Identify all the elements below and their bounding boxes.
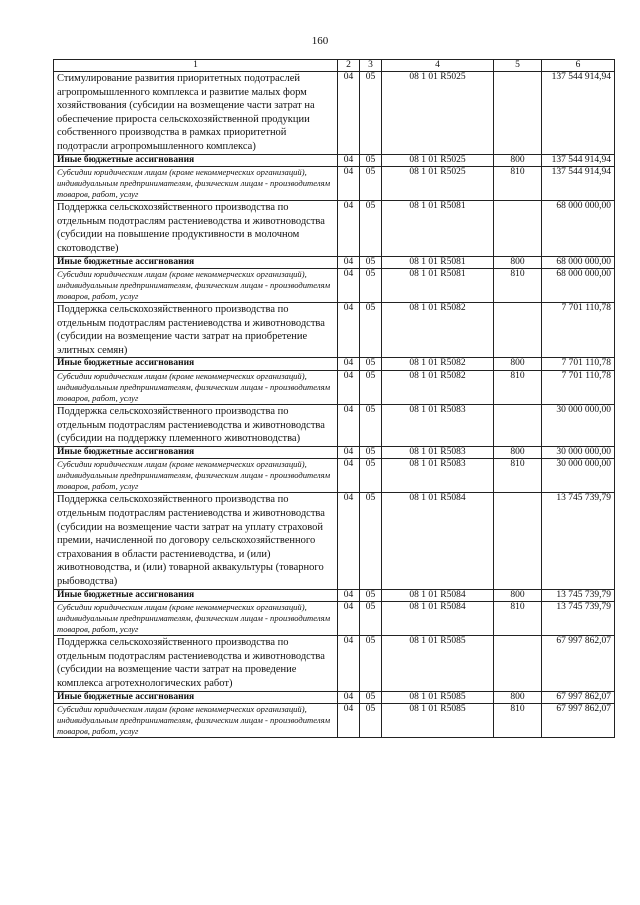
expense-type-code xyxy=(494,493,542,589)
table-row xyxy=(54,268,615,302)
amount: 68 000 000,00 xyxy=(542,256,615,268)
target-article-code: 08 1 01 R5084 xyxy=(382,493,494,589)
amount: 68 000 000,00 xyxy=(542,201,615,256)
subsection-code: 05 xyxy=(360,493,382,589)
section-code: 04 xyxy=(338,256,360,268)
subsection-code: 05 xyxy=(360,358,382,370)
amount: 7 701 110,78 xyxy=(542,358,615,370)
expense-type-code: 800 xyxy=(494,358,542,370)
amount: 30 000 000,00 xyxy=(542,446,615,458)
subsection-code: 05 xyxy=(360,303,382,358)
section-code: 04 xyxy=(338,601,360,635)
table-row xyxy=(54,154,615,166)
amount: 137 544 914,94 xyxy=(542,166,615,200)
table-row xyxy=(54,256,615,268)
target-article-code: 08 1 01 R5083 xyxy=(382,459,494,493)
table-row xyxy=(54,166,615,200)
row-name: Поддержка сельскохозяйственного производства по отдельным подотраслям растениеводства и животноводства (субсидии на возмещение части затрат на уплату страховой премии, начисленной по договору сельскохозяйственного страхования в области растениеводства, и (или) животноводства, и (или) товарной аквакультуры (товарного рыбоводства) xyxy=(54,493,338,589)
row-name: Иные бюджетные ассигнования xyxy=(54,691,338,703)
subsection-code: 05 xyxy=(360,256,382,268)
table-row xyxy=(54,459,615,493)
subsection-code: 05 xyxy=(360,601,382,635)
subsection-code: 05 xyxy=(360,703,382,737)
expense-type-code: 800 xyxy=(494,154,542,166)
table-row xyxy=(54,601,615,635)
row-name: Поддержка сельскохозяйственного производства по отдельным подотраслям растениеводства и животноводства (субсидии на возмещение части затрат на проведение комплекса агротехнологических работ) xyxy=(54,636,338,691)
amount: 13 745 739,79 xyxy=(542,601,615,635)
expense-type-code: 810 xyxy=(494,703,542,737)
section-code: 04 xyxy=(338,201,360,256)
table-row xyxy=(54,446,615,458)
expense-type-code: 810 xyxy=(494,370,542,404)
section-code: 04 xyxy=(338,446,360,458)
section-code: 04 xyxy=(338,370,360,404)
amount: 7 701 110,78 xyxy=(542,370,615,404)
row-name: Субсидии юридическим лицам (кроме некоммерческих организаций), индивидуальным предпринимателям, физическим лицам - производителям товаров, работ, услуг xyxy=(54,601,338,635)
table-row xyxy=(54,636,615,691)
subsection-code: 05 xyxy=(360,691,382,703)
column-header: 6 xyxy=(542,60,615,72)
subsection-code: 05 xyxy=(360,154,382,166)
subsection-code: 05 xyxy=(360,370,382,404)
target-article-code: 08 1 01 R5025 xyxy=(382,166,494,200)
amount: 67 997 862,07 xyxy=(542,636,615,691)
column-header: 4 xyxy=(382,60,494,72)
table-row xyxy=(54,493,615,589)
expense-type-code xyxy=(494,636,542,691)
section-code: 04 xyxy=(338,358,360,370)
table-row xyxy=(54,303,615,358)
expense-type-code xyxy=(494,303,542,358)
section-code: 04 xyxy=(338,166,360,200)
row-name: Субсидии юридическим лицам (кроме некоммерческих организаций), индивидуальным предпринимателям, физическим лицам - производителям товаров, работ, услуг xyxy=(54,703,338,737)
target-article-code: 08 1 01 R5082 xyxy=(382,303,494,358)
subsection-code: 05 xyxy=(360,72,382,155)
section-code: 04 xyxy=(338,691,360,703)
subsection-code: 05 xyxy=(360,636,382,691)
header-row xyxy=(54,60,615,72)
section-code: 04 xyxy=(338,268,360,302)
amount: 68 000 000,00 xyxy=(542,268,615,302)
expense-type-code: 810 xyxy=(494,268,542,302)
target-article-code: 08 1 01 R5085 xyxy=(382,703,494,737)
expense-type-code: 810 xyxy=(494,166,542,200)
budget-table xyxy=(53,59,615,738)
section-code: 04 xyxy=(338,72,360,155)
amount: 67 997 862,07 xyxy=(542,703,615,737)
target-article-code: 08 1 01 R5025 xyxy=(382,72,494,155)
amount: 7 701 110,78 xyxy=(542,303,615,358)
section-code: 04 xyxy=(338,459,360,493)
column-header: 5 xyxy=(494,60,542,72)
row-name: Иные бюджетные ассигнования xyxy=(54,446,338,458)
section-code: 04 xyxy=(338,405,360,447)
section-code: 04 xyxy=(338,154,360,166)
row-name: Субсидии юридическим лицам (кроме некоммерческих организаций), индивидуальным предпринимателям, физическим лицам - производителям товаров, работ, услуг xyxy=(54,370,338,404)
amount: 67 997 862,07 xyxy=(542,691,615,703)
target-article-code: 08 1 01 R5084 xyxy=(382,589,494,601)
expense-type-code: 810 xyxy=(494,459,542,493)
row-name: Иные бюджетные ассигнования xyxy=(54,154,338,166)
table-row xyxy=(54,370,615,404)
amount: 13 745 739,79 xyxy=(542,589,615,601)
target-article-code: 08 1 01 R5025 xyxy=(382,154,494,166)
row-name: Поддержка сельскохозяйственного производства по отдельным подотраслям растениеводства и животноводства (субсидии на повышение продуктивности в молочном скотоводстве) xyxy=(54,201,338,256)
amount: 13 745 739,79 xyxy=(542,493,615,589)
target-article-code: 08 1 01 R5083 xyxy=(382,446,494,458)
table-row xyxy=(54,358,615,370)
column-header: 3 xyxy=(360,60,382,72)
expense-type-code: 800 xyxy=(494,256,542,268)
row-name: Стимулирование развития приоритетных подотраслей агропромышленного комплекса и развитие малых форм хозяйствования (субсидии на возмещение части затрат на обеспечение прироста сельскохозяйственной продукции собственного производства в рамках приоритетной подотрасли агропромышленного комплекса) xyxy=(54,72,338,155)
row-name: Субсидии юридическим лицам (кроме некоммерческих организаций), индивидуальным предпринимателям, физическим лицам - производителям товаров, работ, услуг xyxy=(54,459,338,493)
subsection-code: 05 xyxy=(360,459,382,493)
subsection-code: 05 xyxy=(360,446,382,458)
subsection-code: 05 xyxy=(360,268,382,302)
row-name: Поддержка сельскохозяйственного производства по отдельным подотраслям растениеводства и животноводства (субсидии на возмещение части затрат на приобретение элитных семян) xyxy=(54,303,338,358)
row-name: Поддержка сельскохозяйственного производства по отдельным подотраслям растениеводства и животноводства (субсидии на поддержку племенного животноводства) xyxy=(54,405,338,447)
table-row xyxy=(54,405,615,447)
page-number: 160 xyxy=(311,35,329,47)
subsection-code: 05 xyxy=(360,201,382,256)
target-article-code: 08 1 01 R5084 xyxy=(382,601,494,635)
column-header: 1 xyxy=(54,60,338,72)
target-article-code: 08 1 01 R5085 xyxy=(382,691,494,703)
expense-type-code xyxy=(494,405,542,447)
subsection-code: 05 xyxy=(360,589,382,601)
table-row xyxy=(54,201,615,256)
section-code: 04 xyxy=(338,703,360,737)
section-code: 04 xyxy=(338,636,360,691)
section-code: 04 xyxy=(338,303,360,358)
column-header: 2 xyxy=(338,60,360,72)
section-code: 04 xyxy=(338,493,360,589)
amount: 30 000 000,00 xyxy=(542,405,615,447)
expense-type-code: 800 xyxy=(494,589,542,601)
table-row xyxy=(54,589,615,601)
target-article-code: 08 1 01 R5082 xyxy=(382,370,494,404)
amount: 137 544 914,94 xyxy=(542,154,615,166)
subsection-code: 05 xyxy=(360,166,382,200)
row-name: Иные бюджетные ассигнования xyxy=(54,589,338,601)
target-article-code: 08 1 01 R5081 xyxy=(382,201,494,256)
table-row xyxy=(54,72,615,155)
row-name: Субсидии юридическим лицам (кроме некоммерческих организаций), индивидуальным предпринимателям, физическим лицам - производителям товаров, работ, услуг xyxy=(54,166,338,200)
target-article-code: 08 1 01 R5085 xyxy=(382,636,494,691)
expense-type-code: 810 xyxy=(494,601,542,635)
section-code: 04 xyxy=(338,589,360,601)
expense-type-code xyxy=(494,72,542,155)
row-name: Иные бюджетные ассигнования xyxy=(54,358,338,370)
amount: 137 544 914,94 xyxy=(542,72,615,155)
table-row xyxy=(54,691,615,703)
row-name: Субсидии юридическим лицам (кроме некоммерческих организаций), индивидуальным предпринимателям, физическим лицам - производителям товаров, работ, услуг xyxy=(54,268,338,302)
expense-type-code: 800 xyxy=(494,446,542,458)
subsection-code: 05 xyxy=(360,405,382,447)
amount: 30 000 000,00 xyxy=(542,459,615,493)
table-row xyxy=(54,703,615,737)
expense-type-code xyxy=(494,201,542,256)
target-article-code: 08 1 01 R5082 xyxy=(382,358,494,370)
expense-type-code: 800 xyxy=(494,691,542,703)
row-name: Иные бюджетные ассигнования xyxy=(54,256,338,268)
target-article-code: 08 1 01 R5083 xyxy=(382,405,494,447)
target-article-code: 08 1 01 R5081 xyxy=(382,268,494,302)
target-article-code: 08 1 01 R5081 xyxy=(382,256,494,268)
